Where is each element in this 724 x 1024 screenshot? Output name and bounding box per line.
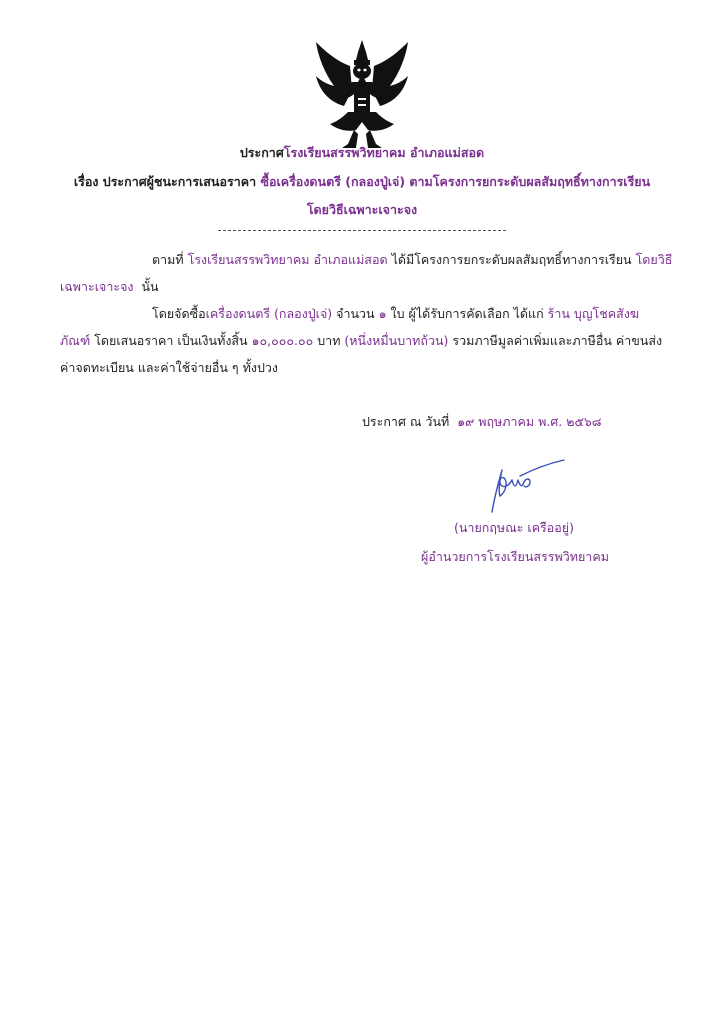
p2-qty-label: จำนวน [336,306,375,321]
p1-mid: ได้มีโครงการยกระดับผลสัมฤทธิ์ทางการเรียน [391,252,632,267]
p2-item: เครื่องดนตรี (กลองปู่เจ่) [205,306,333,321]
p2-amount: ๑๐,๐๐๐.๐๐ [251,333,314,348]
announcement-title [0,143,724,163]
p2-qty: ๑ [378,306,387,321]
p2-price-label: โดยเสนอราคา เป็นเงินทั้งสิ้น [94,333,248,348]
subject-line [0,172,724,192]
subject-method: โดยวิธีเฉพาะเจาะจง [306,202,418,217]
separator-line [218,230,506,231]
p1-prefix: ตามที่ [152,252,184,267]
signer-name: (นายกฤษณะ เครืออยู่) [454,520,574,535]
paragraph-1-line-2 [60,277,159,297]
signature-icon [484,458,568,514]
paragraph-2-line-2 [60,331,662,351]
p1-school: โรงเรียนสรรพวิทยาคม อำเภอแม่สอด [187,252,388,267]
p2-tail-2: ค่าจดทะเบียน และค่าใช้จ่ายอื่น ๆ ทั้งปวง [60,360,279,375]
p2-tail-1: รวมภาษีมูลค่าเพิ่มและภาษีอื่น ค่าขนส่ง [452,333,663,348]
subject-prefix: เรื่อง ประกาศผู้ชนะการเสนอราคา [73,174,257,189]
school-name: โรงเรียนสรรพวิทยาคม อำเภอแม่สอด [283,145,485,160]
p2-vendor-b: ภัณฑ์ [60,333,91,348]
p2-qty-unit: ใบ ผู้ได้รับการคัดเลือก ได้แก่ [390,306,544,321]
date-prefix: ประกาศ ณ วันที่ [362,414,450,429]
p2-vendor-a: ร้าน บุญโชคสังฆ [547,306,640,321]
p1-method-a: โดยวิธี [635,252,673,267]
signer-position: ผู้อำนวยการโรงเรียนสรรพวิทยาคม [421,549,609,564]
p1-method-b: เฉพาะเจาะจง [60,279,134,294]
p2-amount-text: (หนึ่งหมื่นบาทถ้วน) [344,333,449,348]
p2-prefix: โดยจัดซื้อ [152,306,206,321]
paragraph-1-line-1 [152,250,672,270]
garuda-emblem-icon [312,38,412,150]
announce-prefix: ประกาศ [239,145,284,160]
p1-end: นั้น [141,279,159,294]
announcement-date [362,412,602,432]
date-value: ๑๙ พฤษภาคม พ.ศ. ๒๕๖๘ [457,414,602,429]
subject-item: ซื้อเครื่องดนตรี (กลองปู่เจ่) ตามโครงการยกระดับผลสัมฤทธิ์ทางการเรียน [260,174,651,189]
paragraph-2-line-3 [60,358,278,378]
p2-baht: บาท [317,333,341,348]
paragraph-2-line-1 [152,304,639,324]
